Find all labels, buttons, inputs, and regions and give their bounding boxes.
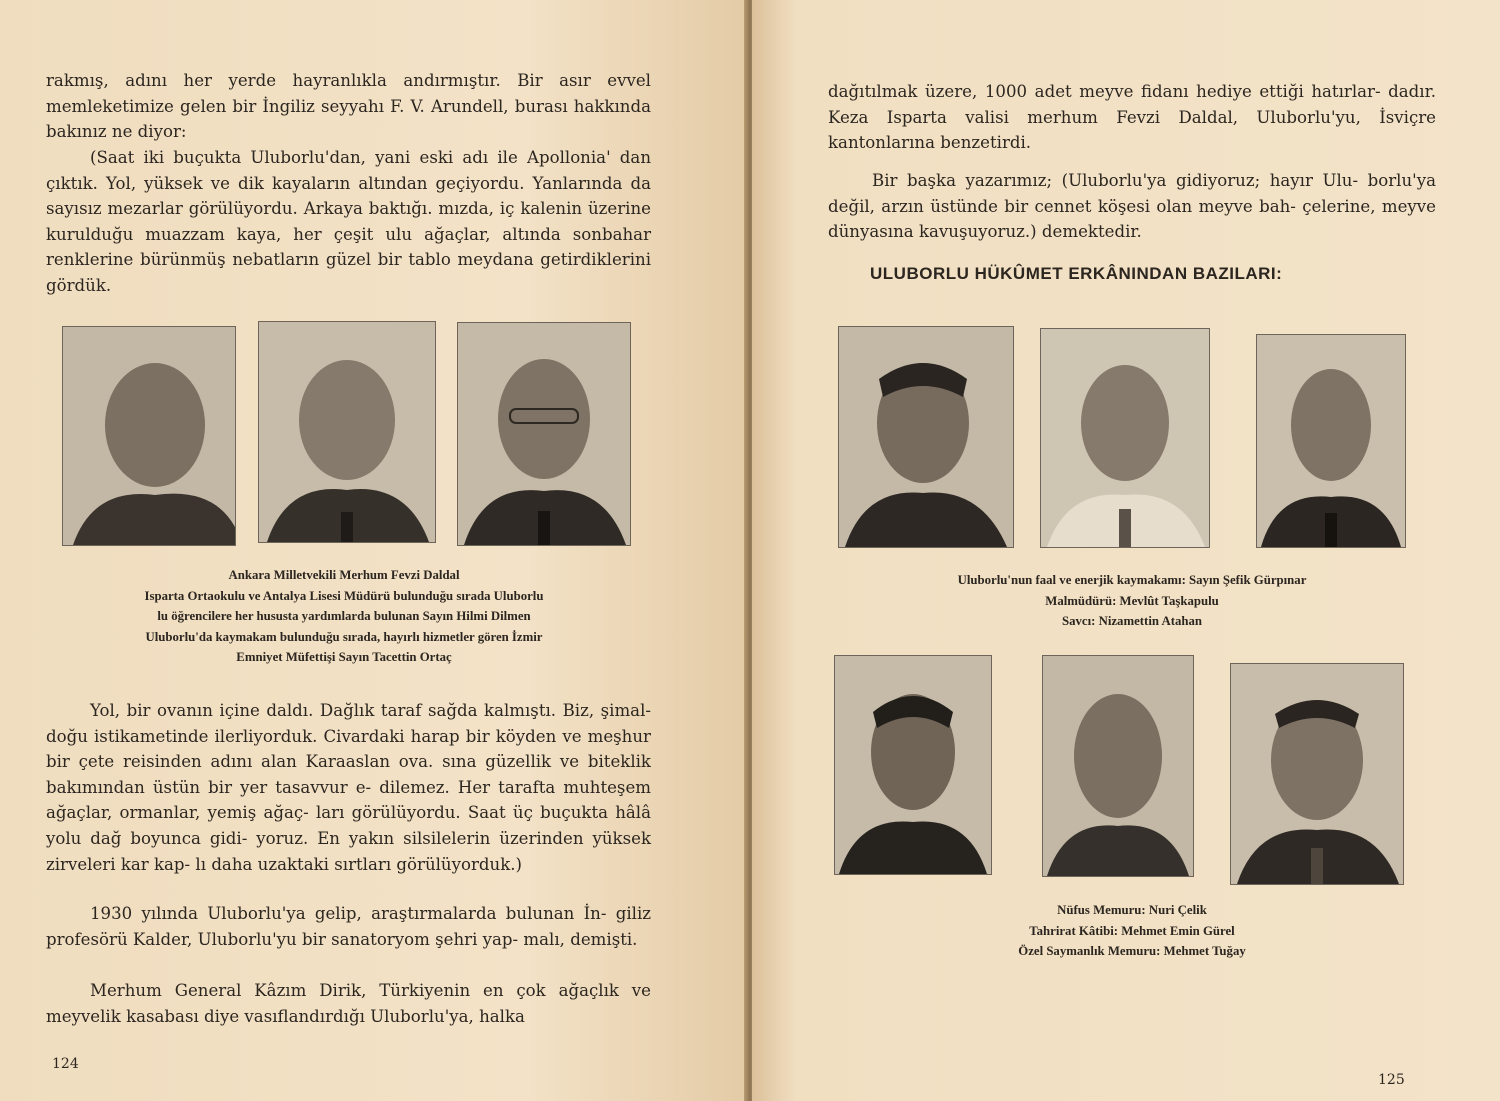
portrait-silhouette-icon [1041, 329, 1209, 547]
caption-line: Tahrirat Kâtibi: Mehmet Emin Gürel [1029, 923, 1235, 938]
right-page-number: 125 [1378, 1072, 1405, 1088]
left-paragraph-1: rakmış, adını her yerde hayranlıkla andırmıştır. Bir asır evvel memleketimize gelen bir İngiliz seyyahı F. V. Arundell, burası hakkında bakınız ne diyor: [46, 71, 651, 142]
caption-line: Özel Saymanlık Memuru: Mehmet Tuğay [1018, 944, 1246, 958]
portrait-silhouette-icon [1043, 656, 1193, 876]
portrait-silhouette-icon [458, 323, 630, 545]
section-heading: ULUBORLU HÜKÛMET ERKÂNINDAN BAZILARI: [870, 264, 1283, 283]
portrait-photo-9 [1230, 663, 1404, 885]
portrait-silhouette-icon [835, 656, 991, 874]
caption-line: Nüfus Memuru: Nuri Çelik [1057, 903, 1207, 917]
left-paragraph-2: (Saat iki buçukta Uluborlu'dan, yani eski adı ile Apollonia' dan çıktık. Yol, yüksek ve dik kayaların altından geçiyordu. Yanlarında da sayısız mezarlar görülüyordu. Arkaya baktığı. mızda, iç kalenin üzerine kurulduğu muazzam kaya, her çeşit ulu ağaçlar, altında sonbahar renklerine bürünmüş nebatların güzel bir tablo meydana getirdiklerini gördük. [46, 148, 651, 295]
caption-line: Malmüdürü: Mevlût Taşkapulu [1045, 593, 1219, 608]
portrait-silhouette-icon [259, 322, 435, 542]
portrait-photo-6 [1256, 334, 1406, 548]
left-paragraph-4: 1930 yılında Uluborlu'ya gelip, araştırmalarda bulunan İn- giliz profesörü Kalder, Uluborlu'yu bir sanatoryom şehri yap- malı, demişti. [46, 904, 651, 949]
right-photo-caption-1 [812, 570, 1452, 632]
portrait-photo-8 [1042, 655, 1194, 877]
caption-line: Savcı: Nizamettin Atahan [1061, 614, 1203, 628]
portrait-silhouette-icon [1257, 335, 1405, 547]
portrait-photo-5 [1040, 328, 1210, 548]
left-paragraph-3: Yol, bir ovanın içine daldı. Dağlık taraf sağda kalmıştı. Biz, şimal-doğu istikametinde ilerliyorduk. Civardaki harap bir köyden ve meşhur bir çete reisinden adını alan Karaaslan ova. sına güzellik ve biteklik bakımından üstün bir yer tasavvur e- dilemez. Her tarafta muhteşem ağaçlar, ormanlar, yemiş ağaç- ları görülüyordu. Saat üç buçukta hâlâ yolu dağ boyunca gidi- yoruz. En yakın silsilelerin üzerinden yüksek zirveleri kar kap- lı daha uzaktaki sırtları görülüyorduk.) [46, 701, 651, 874]
portrait-photo-7 [834, 655, 992, 875]
caption-line: Emniyet Müfettişi Sayın Tacettin Ortaç [236, 650, 452, 664]
right-photo-caption-2 [812, 900, 1452, 962]
left-page-number: 124 [52, 1056, 79, 1072]
portrait-photo-3 [457, 322, 631, 546]
left-page [0, 0, 748, 1101]
portrait-photo-4 [838, 326, 1014, 548]
portrait-photo-1 [62, 326, 236, 546]
portrait-silhouette-icon [839, 327, 1013, 547]
left-paragraph-5: Merhum General Kâzım Dirik, Türkiyenin en çok ağaçlık ve meyvelik kasabası diye vasıflandırdığı Uluborlu'ya, halka [46, 981, 651, 1026]
portrait-photo-2 [258, 321, 436, 543]
caption-line: lu öğrencilere her hususta yardımlarda bulunan Sayın Hilmi Dilmen [157, 609, 531, 623]
right-page [752, 0, 1500, 1101]
right-paragraph-2: Bir başka yazarımız; (Uluborlu'ya gidiyoruz; hayır Ulu- borlu'ya değil, arzın üstünde bir cennet köşesi olan meyve bah- çelerine, meyve dünyasına kavuşuyoruz.) demektedir. [828, 171, 1436, 242]
caption-line: Ankara Milletvekili Merhum Fevzi Daldal [228, 568, 460, 582]
caption-line: Uluborlu'da kaymakam bulunduğu sırada, hayırlı hizmetler gören İzmir [145, 629, 543, 644]
portrait-silhouette-icon [63, 327, 235, 545]
left-photo-caption [40, 565, 648, 668]
right-paragraph-1: dağıtılmak üzere, 1000 adet meyve fidanı hediye ettiği hatırlar- dadır. Keza Isparta valisi merhum Fevzi Daldal, Uluborlu'yu, İsviçre kantonlarına benzetirdi. [828, 82, 1436, 153]
caption-line: Uluborlu'nun faal ve enerjik kaymakamı: Sayın Şefik Gürpınar [957, 573, 1307, 587]
caption-line: Isparta Ortaokulu ve Antalya Lisesi Müdürü bulunduğu sırada Uluborlu [144, 588, 544, 603]
portrait-silhouette-icon [1231, 664, 1403, 884]
